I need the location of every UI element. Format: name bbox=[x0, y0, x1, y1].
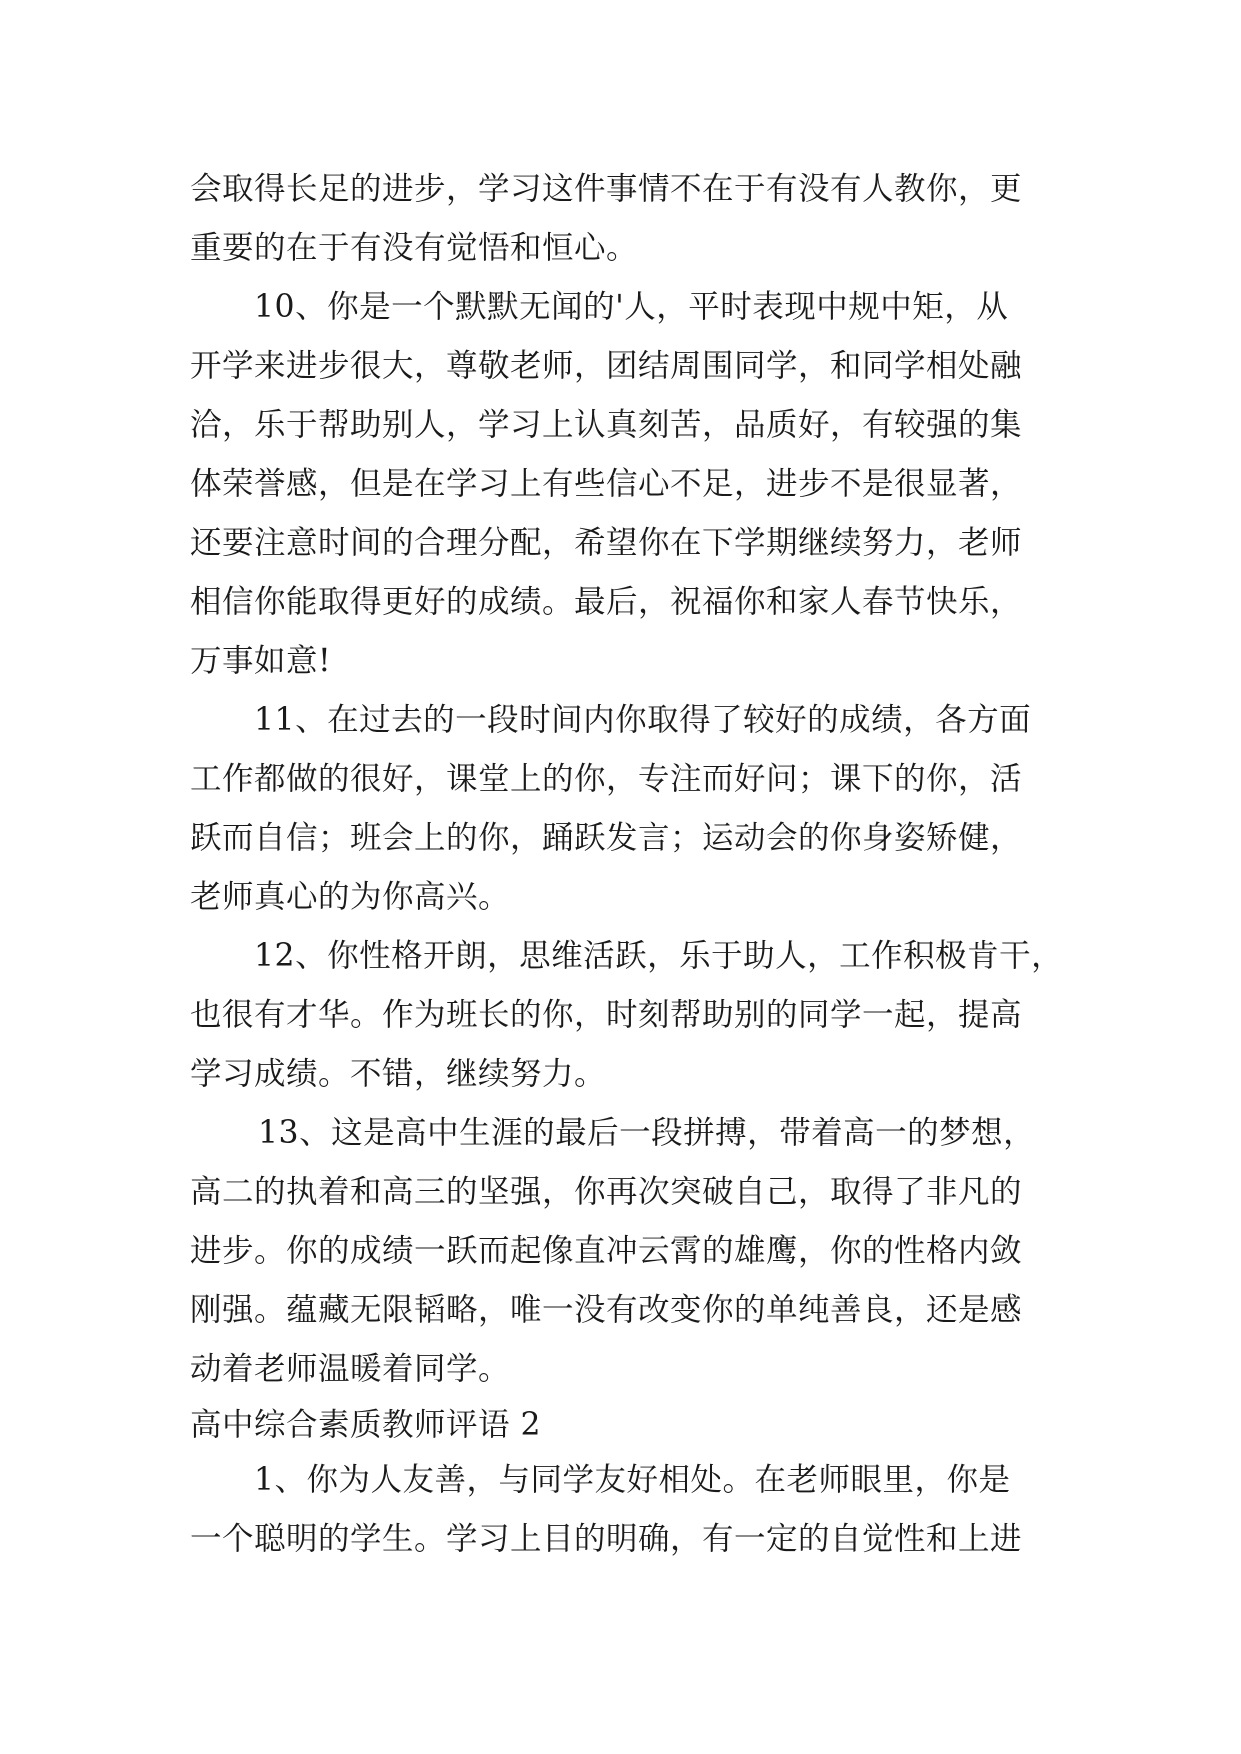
comment-item-10 bbox=[190, 278, 1070, 691]
text-line: 重要的在于有没有觉悟和恒心。 bbox=[190, 230, 639, 266]
text-line: 进步。你的成绩一跃而起像直冲云霄的雄鹰，你的性格内敛 bbox=[190, 1233, 1023, 1269]
text-line: 开学来进步很大，尊敬老师，团结周围同学，和同学相处融 bbox=[190, 348, 1023, 384]
text-line: 相信你能取得更好的成绩。最后，祝福你和家人春节快乐， bbox=[190, 584, 1023, 620]
text-line: 还要注意时间的合理分配，希望你在下学期继续努力，老师 bbox=[190, 525, 1023, 561]
text-line: 跃而自信；班会上的你，踊跃发言；运动会的你身姿矫健， bbox=[190, 820, 1023, 856]
comment-item-1 bbox=[190, 1451, 1070, 1569]
comment-item-13 bbox=[190, 1104, 1070, 1399]
text-line: 体荣誉感，但是在学习上有些信心不足，进步不是很显著， bbox=[190, 466, 1023, 502]
text-line: 学习成绩。不错，继续努力。 bbox=[190, 1056, 607, 1092]
comment-item-11 bbox=[190, 691, 1070, 927]
text-line: 11、在过去的一段时间内你取得了较好的成绩，各方面 bbox=[254, 702, 1032, 738]
text-line: 会取得长足的进步，学习这件事情不在于有没有人教你，更 bbox=[190, 171, 1023, 207]
text-line: 13、这是高中生涯的最后一段拼搏，带着高一的梦想， bbox=[258, 1115, 1036, 1151]
text-line: 10、你是一个默默无闻的'人，平时表现中规中矩，从 bbox=[254, 289, 1009, 325]
comment-item-12 bbox=[190, 927, 1070, 1104]
text-line: 万事如意! bbox=[190, 643, 332, 679]
text-line: 老师真心的为你高兴。 bbox=[190, 879, 511, 915]
text-line: 工作都做的很好，课堂上的你，专注而好问；课下的你，活 bbox=[190, 761, 1023, 797]
text-line: 刚强。蕴藏无限韬略，唯一没有改变你的单纯善良，还是感 bbox=[190, 1292, 1023, 1328]
text-line: 1、你为人友善，与同学友好相处。在老师眼里，你是 bbox=[254, 1462, 1011, 1498]
text-line: 高二的执着和高三的坚强，你再次突破自己，取得了非凡的 bbox=[190, 1174, 1023, 1210]
paragraph-continuation bbox=[190, 160, 1070, 278]
text-line: 一个聪明的学生。学习上目的明确，有一定的自觉性和上进 bbox=[190, 1521, 1023, 1557]
text-line: 洽，乐于帮助别人，学习上认真刻苦，品质好，有较强的集 bbox=[190, 407, 1023, 443]
document-body bbox=[190, 160, 1070, 1569]
text-line: 也很有才华。作为班长的你，时刻帮助别的同学一起，提高 bbox=[190, 997, 1023, 1033]
section-heading: 高中综合素质教师评语 2 bbox=[190, 1407, 542, 1443]
text-line: 12、你性格开朗，思维活跃，乐于助人，工作积极肯干， bbox=[254, 938, 1064, 974]
text-line: 动着老师温暖着同学。 bbox=[190, 1351, 511, 1387]
